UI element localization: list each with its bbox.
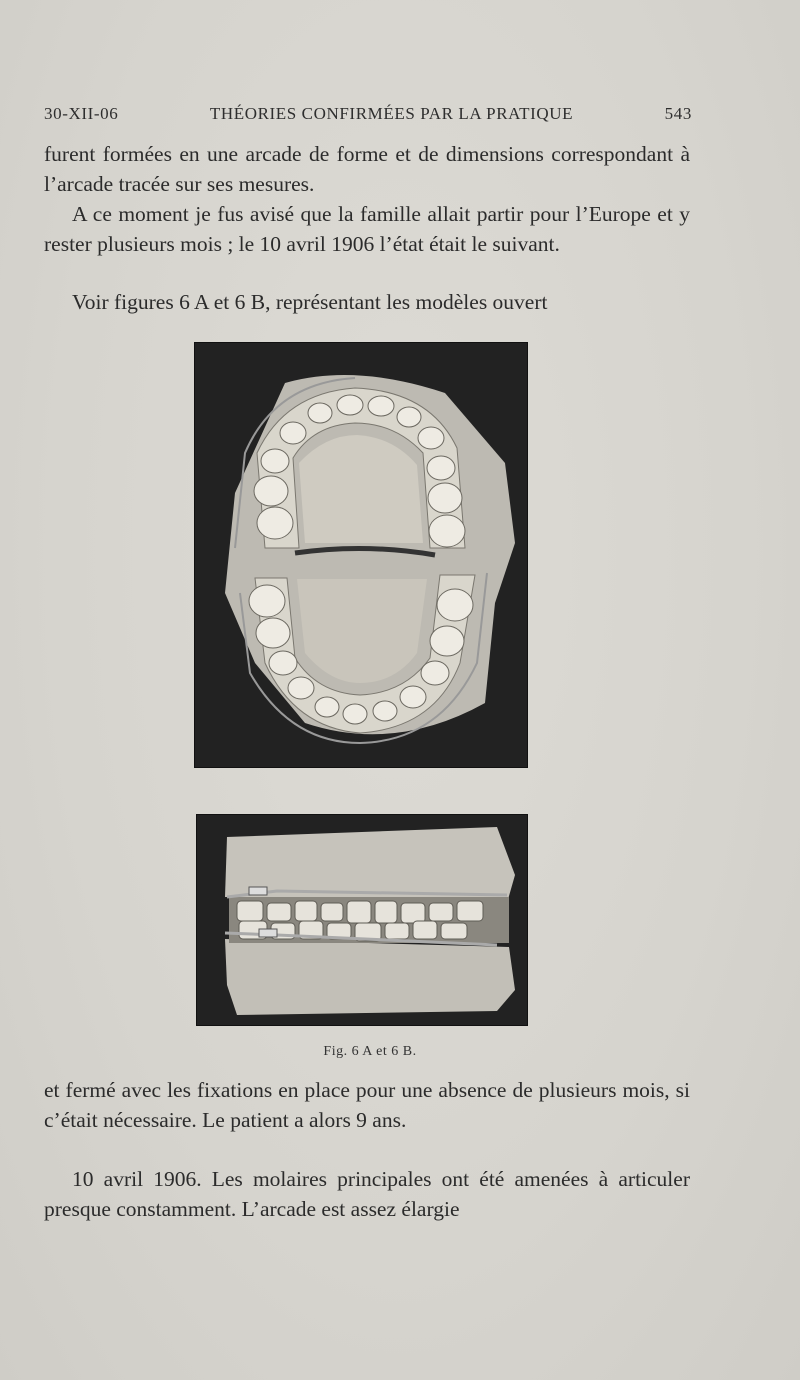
page-number: 543 bbox=[664, 104, 692, 123]
paragraph-1: furent formées en une arcade de forme et de dimensions correspondant à l’arcade tracée sur ses mesures. bbox=[44, 142, 690, 196]
paragraph-2: A ce moment je fus avisé que la famille allait partir pour l’Europe et y rester plusieurs mois ; le 10 avril 1906 l’état était le suivant. bbox=[44, 202, 690, 256]
paragraph-5: 10 avril 1906. Les molaires principales ont été amenées à articuler presque constamment. L’arcade est assez élargie bbox=[44, 1167, 690, 1221]
header-title: THÉORIES CONFIRMÉES PAR LA PRATIQUE bbox=[209, 104, 574, 123]
paragraph-4: et fermé avec les fixations en place pour une absence de plusieurs mois, si c’était nécessaire. Le patient a alors 9 ans. bbox=[44, 1078, 690, 1132]
figure-6b-photo bbox=[196, 814, 528, 1026]
paragraph-3: Voir figures 6 A et 6 B, représentant les modèles ouvert bbox=[72, 290, 548, 314]
figure-caption: Fig. 6 A et 6 B. bbox=[323, 1044, 417, 1059]
running-header bbox=[44, 104, 692, 124]
figure-6a-photo bbox=[194, 342, 528, 768]
header-date: 30-XII-06 bbox=[44, 104, 119, 123]
